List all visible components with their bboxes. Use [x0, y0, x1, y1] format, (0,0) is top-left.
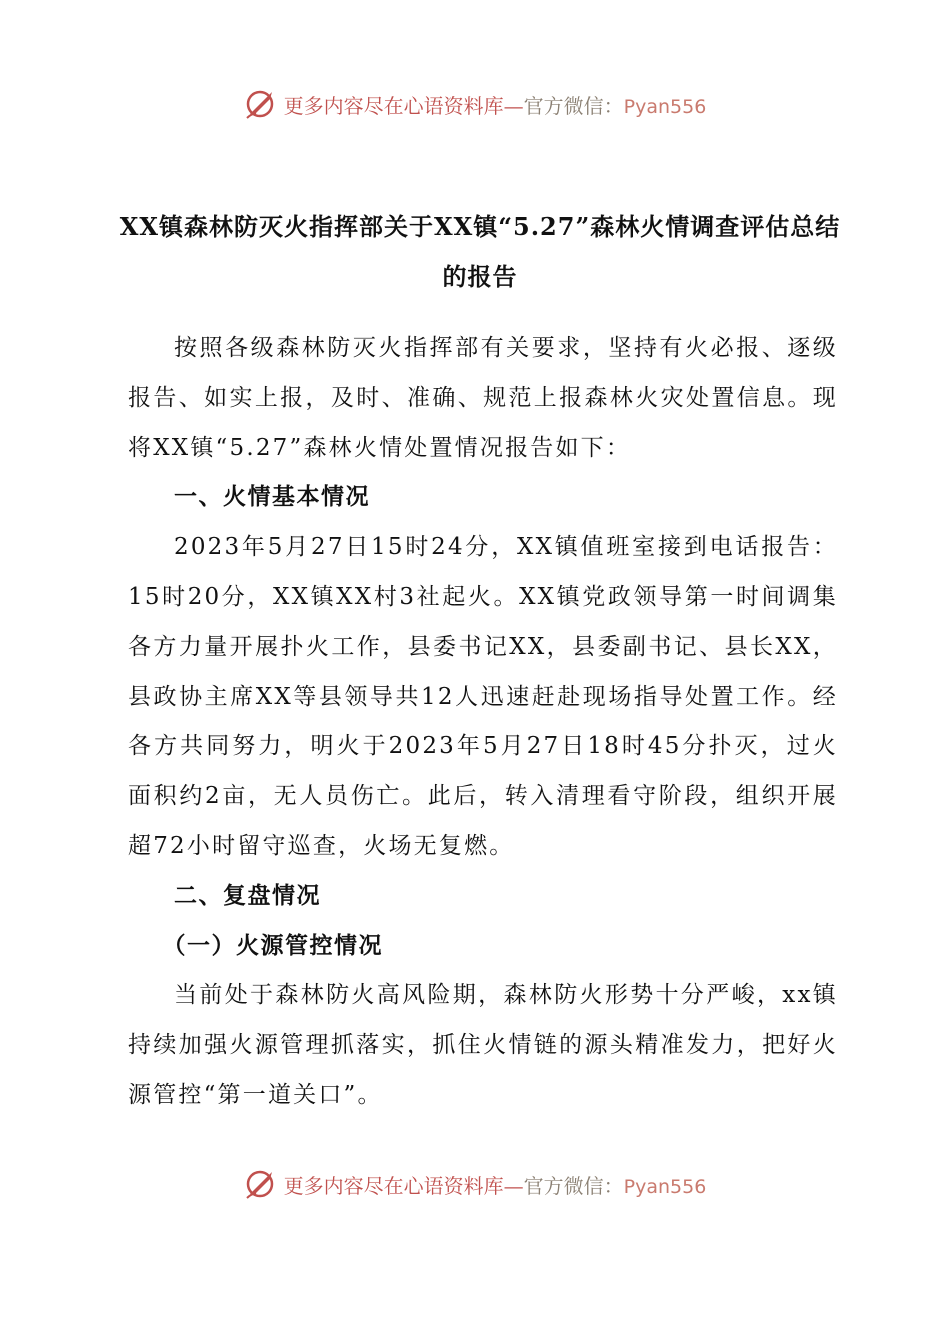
- watermark-text: [284, 90, 707, 119]
- watermark-wechat-id: Pyan556: [623, 95, 707, 118]
- watermark-dash: —: [503, 93, 524, 118]
- paragraph-fire-source: 当前处于森林防火高风险期，森林防火形势十分严峻，xx镇持续加强火源管理抓落实，抓住火情链的源头精准发力，把好火源管控“第一道关口”。: [128, 982, 838, 1108]
- watermark-wechat-label: 官方微信：: [523, 1173, 624, 1198]
- watermark-dash: —: [503, 1173, 524, 1198]
- document-body: [128, 324, 838, 1121]
- subsection-heading-1: （一）火源管控情况: [162, 932, 383, 959]
- section-heading-1: 一、火情基本情况: [174, 484, 370, 511]
- section-heading-2: 二、复盘情况: [174, 882, 321, 909]
- paragraph-intro: 按照各级森林防灭火指挥部有关要求，坚持有火必报、逐级报告、如实上报，及时、准确、规范上报森林火灾处置信息。现将XX镇“5.27”森林火情处置情况报告如下：: [128, 335, 838, 461]
- watermark-wechat-id: Pyan556: [623, 1175, 707, 1198]
- pen-logo-icon: [244, 87, 278, 121]
- document-title: XX镇森林防灭火指挥部关于XX镇“5.27”森林火情调查评估总结的报告: [119, 212, 841, 291]
- watermark-banner-top: [0, 84, 950, 124]
- watermark-text: [284, 1170, 707, 1199]
- watermark-banner-bottom: [0, 1164, 950, 1204]
- watermark-wechat-label: 官方微信：: [523, 93, 624, 118]
- watermark-lead: 更多内容尽在心语资料库: [283, 93, 504, 118]
- watermark-lead: 更多内容尽在心语资料库: [283, 1173, 504, 1198]
- paragraph-fire-basic: 2023年5月27日15时24分，XX镇值班室接到电话报告：15时20分，XX镇XX村3社起火。XX镇党政领导第一时间调集各方力量开展扑火工作，县委书记XX，县委副书记、县长XX，县政协主席XX等县领导共12人迅速赶赴现场指导处置工作。经各方共同努力，明火于2023年5月27日18时45分扑灭，过火面积约2亩，无人员伤亡。此后，转入清理看守阶段，组织开展超72小时留守巡查，火场无复燃。: [128, 534, 838, 859]
- pen-logo-icon: [244, 1167, 278, 1201]
